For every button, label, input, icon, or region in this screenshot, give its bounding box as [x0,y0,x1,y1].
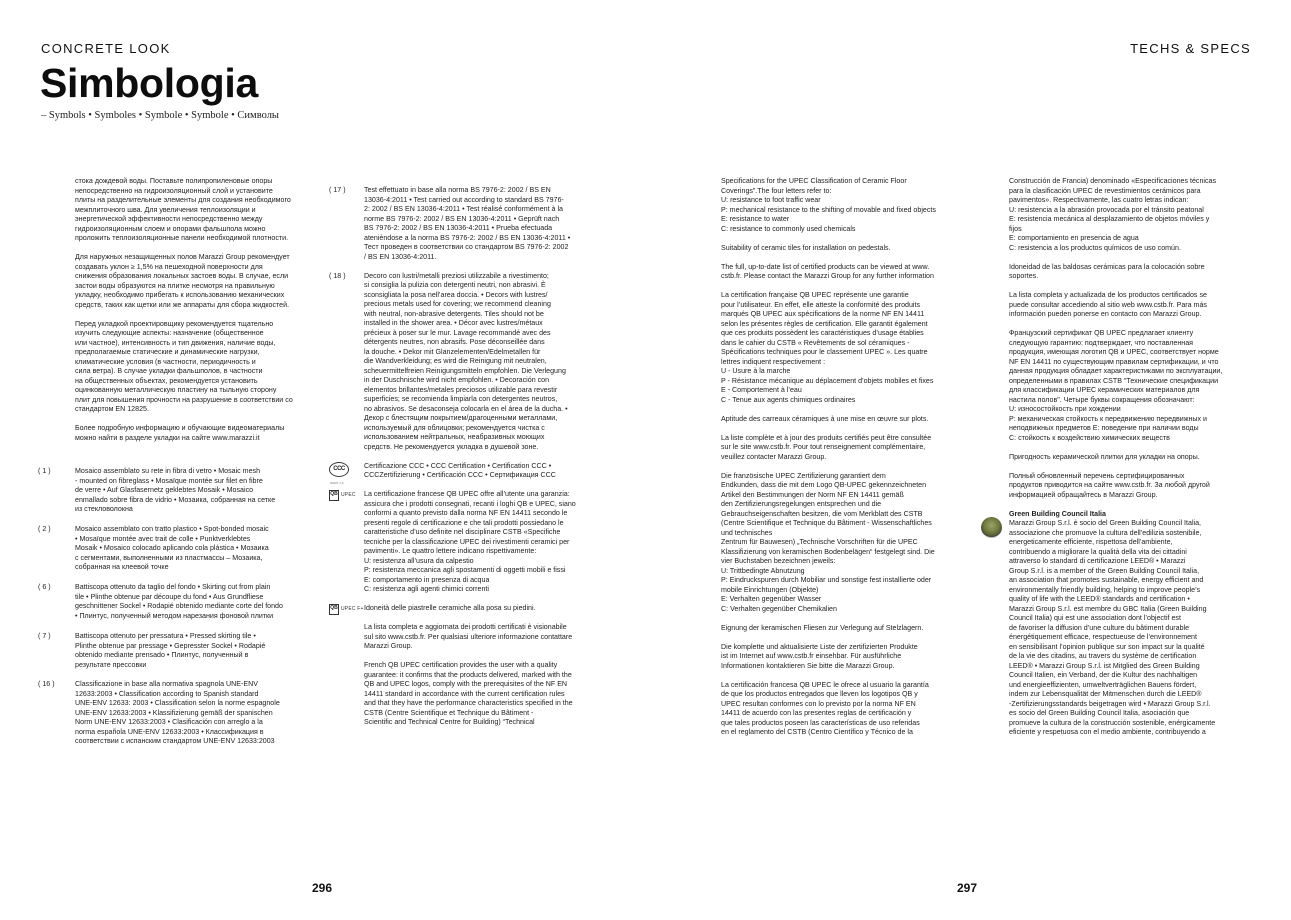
ccc-icon-label: CCC [329,462,349,477]
paragraph: The full, up-to-date list of certified products can be viewed at www. cstb.fr. Please contact the Marazzi Group for any further information [721,262,934,280]
paragraph: Die französische UPEC Zertifizierung garantiert dem Endkunden, dass die mit dem Logo QB-UPEC gekennzeichneten Artikel den Bestimmungen der Norm NF EN 14411 gemäß den Zertifizierungsregelungen entsprechen und die Gebrauchseigenschaften besitzen, die vom Merkblatt des CSTB (Centre Scientifique et Technique du Bâtiment - Wissenschaftliches und technisches Zentrum für Bauwesen) „Technische Vorschriften für die UPEC Klassifizierung von keramischen Bodenbelägen“ festgelegt sind. Die vier Buchstaben bezeichnen jeweils: U: Trittbedingte Abnutzung P: Eindruckspuren durch Mobiliar und sonstige fest installierte oder mobile Einrichtungen (Objekte) E: Verhalten gegenüber Wasser C: Verhalten gegenüber Chemikalien [721,471,935,613]
symbol-item-6 [38,583,323,621]
paragraph: La lista completa e aggiornata dei prodotti certificati è visionabile sul sito www.cstb.fr. Per qualsiasi ulteriore informazione contattare Marazzi Group. [364,623,573,650]
symbol-number: ( 6 ) [38,583,51,591]
paragraph: Для наружных незащищенных полов Marazzi Group рекомендует создавать уклон ≥ 1,5% на пешеходной поверхности для снижения образования локальных застоев воды. В случае, если застои воды образуются на плитке несмотря на правильную укладку, необходимо прибегать к использованию механических средств, таких как щетки или же аппараты для сбора жидкостей. [75,253,290,309]
paragraph: Die komplette und aktualisierte Liste der zertifizierten Produkte ist im Internet auf www.cstb.fr einsehbar. Für ausführliche Informationen kontaktieren Sie bitte die Marazzi Group. [721,642,918,670]
qb-logo: QB [329,604,339,615]
section-label-right: TECHS & SPECS [1130,41,1251,56]
qb-upec-plus-icon [329,604,364,615]
page-number-left: 296 [312,881,333,895]
paragraph: стока дождевой воды. Поставьте полипропиленовые опоры непосредственно на гидроизоляционный слой и установите плиты на разделительные элементы для создания необходимого межплиточного шва. Для увеличения теплоизоляции и энергетической эффективности непосредственно между гидроизоляционным слоем и опорами фальшпола можно проложить теплоизоляционные панели необходимой плотности. [75,177,291,242]
page-number-right: 297 [957,881,978,895]
paragraph: Перед укладкой проектировщику рекомендуется тщательно изучить следующие аспекты: назначение (общественное или частное), интенсивность и тип движения, наличие воды, предполагаемые статические и динамические нагрузки, климатические условия (в частности, периодичность и сила ветра). В случае укладки фальшполов, в частности на общественных объектах, рекомендуется установить оцинкованную металлическую пластину на тыльную сторону плит для повышения прочности на разрушение в соответствии со стандартом EN 12825. [75,319,293,413]
column-3-text [721,177,967,747]
column-4-text [1009,177,1257,747]
paragraph: Полный обновленный перечень сертифицированных продуктов приводится на сайте www.cstb.fr. За любой другой информацией обращайтесь в Marazzi Group. [1009,471,1210,499]
symbol-number: ( 18 ) [329,271,346,280]
symbol-number: ( 2 ) [38,525,51,533]
symbol-item-7 [38,632,323,670]
column-2-symbols [329,186,607,737]
symbol-description: Classificazione in base alla normativa spagnola UNE-ENV 12633:2003 • Classification according to Spanish standard UNE-ENV 12633: 2003 • Classification selon la norme espagnole UNE-ENV 12633:2003 • Klassifizierung gemäß der spanischen Norm UNE-ENV 12633:2003 • Clasificación con arreglo a la norma española UNE-ENV 12633:2003 • Классификация в соответствии с испанским стандартом UNE-ENV 12633:2003 [75,680,280,745]
qb-upec-plus-item [329,604,607,614]
paragraph-block [329,661,607,728]
symbol-description: Test effettuato in base alla norma BS 7976-2: 2002 / BS EN 13036-4:2011 • Test carried out according to standard BS 7976- 2: 2002 / BS EN 13036-4:2011 • Test réalisé conformément à la norme BS 7976-2: 2002 / BS EN 13036-4:2011 • Geprüft nach BS 7976-2: 2002 / BS EN 13036-4:2011 • Prueba efectuada ateniéndose a la norma BS 7976-2: 2002 / BS EN 13036-4:2011 • Тест проведен в соответствии со стандартом BS 7976-2: 2002 / BS EN 13036-4:2011. [364,186,571,261]
symbol-item-2 [38,525,323,573]
ccc-certification-icon [329,462,349,485]
paragraph: La certificación francesa QB UPEC le ofrece al usuario la garantía de que los productos entregados que lleven los logotipos QB y UPEC resultan conformes con lo previsto por la norma NF EN 14411 de acuerdo con las presentes reglas de certificación y que tales productos poseen las características de uso referidas en el reglamento del CSTB (Centro Científico y Técnico de la [721,680,929,736]
symbol-number: ( 7 ) [38,632,51,640]
symbol-item-16 [38,680,323,747]
certification-description: Idoneità delle piastrelle ceramiche alla posa su piedini. [364,604,536,612]
paragraph: Aptitude des carreaux céramiques à une mise en œuvre sur plots. [721,414,929,423]
qb-upec-item [329,490,607,595]
qb-upec-icon [329,490,356,501]
symbol-item-18 [329,272,607,453]
symbol-description: Mosaico assemblato con tratto plastico • Spot-bonded mosaic • Mosaïque montée avec trait de colle • Punktverklebtes Mosaik • Mosaico colocado aplicando cola plástica • Мозаика с сегментами, выполненными из пластмассы – Мозаика, собранная на клеевой точке [75,525,269,571]
ccc-icon-sublabel: 0000T J.S [330,480,344,485]
green-building-council-logo-icon [981,517,1002,538]
certification-description: La certificazione francese QB UPEC offre all’utente una garanzia: assicura che i prodotti consegnati, recanti i loghi QB e UPEC, siano conformi a quanto previsto dalla norma NF EN 14411 secondo le presenti regole di certificazione e che tali prodotti possiedano le caratteristiche d’uso definite nel disciplinare CSTB «Specifiche tecniche per la classificazione UPEC dei rivestimenti ceramici per pavimenti». Le quattro lettere indicano rispettivamente: U: resistenza all’usura da calpestio P: resistenza meccanica agli spostamenti di oggetti mobili e fissi E: comportamento in presenza di acqua C: resistenza agli agenti chimici correnti [364,490,576,593]
column-1-russian-text [75,177,320,453]
certification-description: Certificazione CCC • CCC Certification • Certification CCC • CCCZertifizierung • Certificación CCC • Сертификация CCC [364,461,556,479]
symbol-item-17 [329,186,607,262]
symbol-description: Battiscopa ottenuto da taglio del fondo • Skirting cut from plain tile • Plinthe obtenue par découpe du fond • Aus Grundfliese geschnittener Sockel • Rodapié obtenido mediante corte del fondo • Плинтус, полученный методом нарезания фоновой плитки [75,583,283,620]
paragraph: La liste complète et à jour des produits certifiés peut être consultée sur le site www.cstb.fr. Pour tout renseignement complémentaire, veuillez contacter Marazzi Group. [721,433,932,461]
paragraph: Suitability of ceramic tiles for installation on pedestals. [721,243,891,252]
upec-label: UPEC [341,491,356,498]
symbol-number: ( 16 ) [38,680,55,688]
paragraph: Construcción de Francia) denominado «Especificaciones técnicas para la clasificación UPEC de revestimientos cerámicos para pavimentos». Respectivamente, las cuatro letras indican: U: resistencia a la abrasión provocada por el tránsito peatonal E: resistencia mecánica al desplazamiento de objetos móviles y fijos E: comportamiento en presencia de agua C: resistencia a los productos químicos de uso común. [1009,177,1217,252]
paragraph: La lista completa y actualizada de los productos certificados se puede consultar accediendo al sitio web www.cstb.fr. Para más información pueden ponerse en contacto con Marazzi Group. [1009,291,1207,318]
paragraph: Пригодность керамической плитки для укладки на опоры. [1009,452,1200,461]
paragraph: Французский сертификат QB UPEC предлагает клиенту следующую гарантию: подтверждает, что поставленная продукция, имеющая логотип QB и UPEC, соответствует норме NF EN 14411 по существующим правилам сертификации, и что данная продукция обладает характеристиками по эксплуатации, определенными в правилах CSTB "Технические спецификации для классификации UPEC керамических материалов для настила полов". Четыре буквы сокращения обозначают: U: износостойкость при хождении P: механическая стойкость к передвижению передвижных и неподвижных предметов E: поведение при наличии воды C: стойкость к воздействию химических веществ [1009,329,1223,442]
qb-logo: QB [329,490,339,501]
gbc-section [1009,510,1257,738]
symbol-description: Mosaico assemblato su rete in fibra di vetro • Mosaic mesh - mounted on fibreglass • Mosaïque montée sur filet en fibre de verre • Auf Glasfasernetz geklebtes Mosaik • Mosaico enmallado sobre fibra de vidrio • Мозаика, собранная на сетке из стекловолокна [75,467,276,513]
paragraph-block [329,623,607,652]
gbc-description: Marazzi Group S.r.l. è socio del Green Building Council Italia, associazione che promuove la cultura dell’edilizia sostenibile, energeticamente efficiente, rispettosa dell’ambiente, contribuendo a migliorare la qualità della vita dei cittadini attraverso lo standard di certificazione LEED® • Marazzi Group S.r.l. is a member of the Green Building Council Italia, an association that promotes sustainable, energy efficient and environmentally friendly building, helping to improve people’s quality of life with the LEED® standards and certification • Marazzi Group S.r.l. est membre du GBC Italia (Green Building Council Italia) qui est une association dont l’objectif est de favoriser la diffusion d’une culture du bâtiment durable énergétiquement efficace, respectueuse de l’environnement en sensibilisant l’opinion publique sur son impact sur la qualité de la vie des citadins, au travers du système de certification LEED® • Marazzi Group S.r.l. ist Mitglied des Green Building Council Italien, ein Verband, der die Kultur des nachhaltigen und energieeffizienten, umweltverträglichen Bauens fördert, indem zur Lebensqualität der Mitmenschen durch die LEED® -Zertifizierungsstandards beigetragen wird • Marazzi Group S.r.l. es socio del Green Building Council Italia, asociación que promueve la cultura de la construcción sostenible, enérgicamente eficiente y respetuosa con el medio ambiente, contribuyendo a [1009,519,1216,736]
symbol-item-1 [38,467,323,515]
paragraph: Idoneidad de las baldosas cerámicas para la colocación sobre soportes. [1009,262,1205,280]
paragraph: Более подробную информацию и обучающие видеоматериалы можно найти в разделе укладки на сайте www.marazzi.it [75,424,285,442]
symbol-description: Battiscopa ottenuto per pressatura • Pressed skirting tile • Plinthe obtenue par pressage • Gepresster Sockel • Rodapié obtenido mediante prensado • Плинтус, полученный в результате прессовки [75,632,266,669]
paragraph: French QB UPEC certification provides the user with a quality guarantee: it confirms that the products delivered, marked with the QB and UPEC logos, comply with the prerequisites of the NF EN 14411 standard in accordance with the current certification rules and that they have the performance characteristics specified in the CSTB (Centre Scientifique et Technique du Bâtiment - Scientific and Technical Centre for Building) “Technical [364,661,573,726]
paragraph: Specifications for the UPEC Classification of Ceramic Floor Coverings”.The four letters refer to: U: resistance to foot traffic wear P: mechanical resistance to the shifting of movable and fixed objects E: resistance to water C: resistance to commonly used chemicals [721,177,936,233]
symbol-number: ( 17 ) [329,186,346,194]
upec-plus-label: UPEC F+ [341,605,364,612]
symbol-description: Decoro con lustri/metalli preziosi utilizzabile a rivestimento; si consiglia la pulizia con detergenti neutri, non abrasivi. È sconsigliata la posa nell’area doccia. • Decors with lustres/ precious metals used for covering; we recommend cleaning with neutral, non-abrasive detergents. Tiles should not be installed in the shower area. • Décor avec lustres/métaux précieux à poser sur le mur. Lavage recommandé avec des détergents neutres, non abrasifs. Pose déconseillée dans la douche. • Dekor mit Glanzelementen/Edelmetallen für die Wandverkleidung; es wird die Reinigung mit neutralen, scheuermittelfreien Reinigungsmitteln empfohlen. Die Verlegung in der Duschnische wird nicht empfohlen. • Decoración con elementos brillantes/metales preciosos utilizable para revestir superficies; se recomienda limpiarla con detergentes neutros, no abrasivos. Se desaconseja colocarla en el área de la ducha. • Декор с блестящим покрытием/драгоценными металлами, используемый для облицовки; рекомендуется чистка с использованием нейтральных, неабразивных моющих средств. Не рекомендуется укладка в душевой зоне. [364,271,568,451]
symbol-number: ( 1 ) [38,467,51,475]
paragraph: La certification française QB UPEC représente une garantie pour l’utilisateur. En effet, elle atteste la conformité des produits marqués QB UPEC aux spécifications de la norme NF EN 14411 selon les présentes règles de certification. Elle garantit également que ces produits possèdent les caractéristiques d’usage établies dans le cahier du CSTB « Revêtements de sol céramiques - Spécifications techniques pour le classement UPEC ». Les quatre lettres indiquent respectivement : U - Usure à la marche P - Résistance mécanique au déplacement d’objets mobiles et fixes E - Comportement à l’eau C - Tenue aux agents chimiques ordinaires [721,291,934,404]
gbc-title: Green Building Council Italia [1009,509,1106,518]
paragraph: Eignung der keramischen Fliesen zur Verlegung auf Stelzlagern. [721,623,924,632]
section-label-left: CONCRETE LOOK [41,41,171,56]
page-title: Simbologia [40,60,258,106]
page-subtitle: – Symbols • Symboles • Symbole • Symbole • Символы [41,110,279,121]
ccc-certification-item [329,461,607,485]
